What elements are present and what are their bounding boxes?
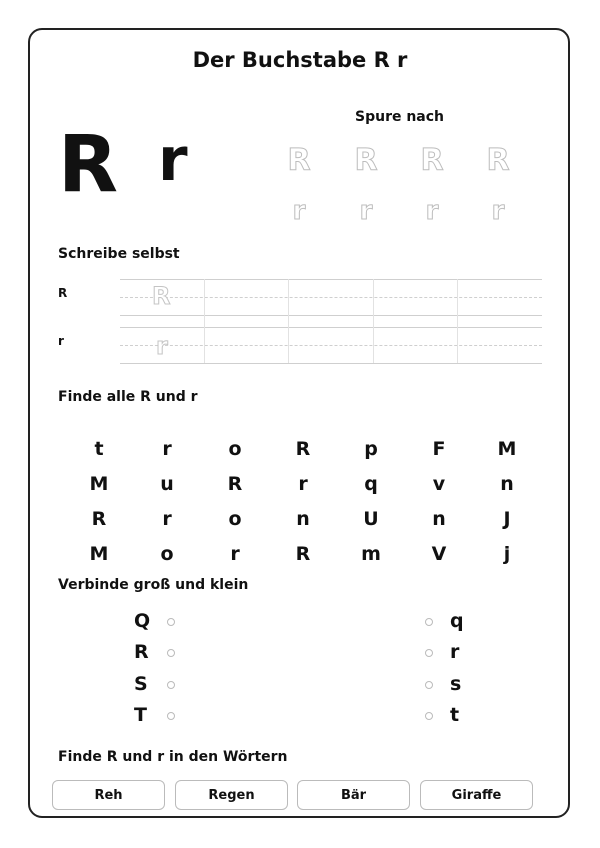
match-dot-left[interactable] bbox=[167, 618, 175, 626]
write-cell-divider bbox=[373, 279, 374, 363]
grid-letter[interactable]: u bbox=[160, 473, 174, 495]
hero-letter-upper: R bbox=[58, 120, 119, 210]
grid-letter[interactable]: v bbox=[432, 473, 446, 495]
trace-letter-upper: R bbox=[420, 143, 444, 178]
trace-letter-upper: R bbox=[354, 143, 378, 178]
match-upper-letter: T bbox=[134, 704, 147, 726]
match-lower-letter: r bbox=[450, 641, 460, 663]
trace-letter-lower: r bbox=[425, 196, 439, 226]
grid-letter[interactable]: R bbox=[295, 543, 311, 565]
match-lower-letter: t bbox=[450, 704, 460, 726]
hero-letter-lower: r bbox=[158, 125, 188, 195]
trace-section-label: Spure nach bbox=[355, 109, 445, 125]
write-midline bbox=[120, 345, 542, 346]
write-ghost-letter: R bbox=[152, 282, 171, 310]
write-cell-divider bbox=[204, 279, 205, 363]
word-button-reh[interactable]: Reh bbox=[52, 780, 165, 810]
grid-letter[interactable]: n bbox=[500, 473, 514, 495]
grid-letter[interactable]: t bbox=[94, 438, 104, 460]
grid-letter[interactable]: r bbox=[162, 438, 172, 460]
page-title: Der Buchstabe R r bbox=[192, 48, 408, 72]
grid-letter[interactable]: R bbox=[227, 473, 243, 495]
grid-letter[interactable]: m bbox=[361, 543, 381, 565]
trace-letter-lower: r bbox=[292, 196, 306, 226]
grid-letter[interactable]: n bbox=[432, 508, 446, 530]
match-dot-left[interactable] bbox=[167, 649, 175, 657]
word-button-baer[interactable]: Bär bbox=[297, 780, 410, 810]
grid-letter[interactable]: o bbox=[228, 438, 242, 460]
match-lower-letter: s bbox=[450, 673, 462, 695]
grid-letter[interactable]: q bbox=[364, 473, 378, 495]
match-upper-letter: Q bbox=[134, 610, 151, 632]
write-section-label: Schreibe selbst bbox=[58, 246, 180, 262]
match-dot-left[interactable] bbox=[167, 681, 175, 689]
match-dot-left[interactable] bbox=[167, 712, 175, 720]
write-line bbox=[120, 327, 542, 328]
match-dot-right[interactable] bbox=[425, 649, 433, 657]
write-line bbox=[120, 363, 542, 364]
letter-grid bbox=[65, 432, 541, 572]
grid-letter[interactable]: o bbox=[160, 543, 174, 565]
trace-letter-lower: r bbox=[491, 196, 505, 226]
word-button-regen[interactable]: Regen bbox=[175, 780, 288, 810]
match-section-label: Verbinde groß und klein bbox=[58, 577, 249, 593]
match-dot-right[interactable] bbox=[425, 681, 433, 689]
match-dot-right[interactable] bbox=[425, 618, 433, 626]
grid-letter[interactable]: M bbox=[89, 543, 109, 565]
grid-letter[interactable]: R bbox=[295, 438, 311, 460]
write-line bbox=[120, 315, 542, 316]
trace-letter-lower: r bbox=[359, 196, 373, 226]
match-upper-letter: S bbox=[134, 673, 148, 695]
match-dot-right[interactable] bbox=[425, 712, 433, 720]
grid-letter[interactable]: r bbox=[230, 543, 240, 565]
write-midline bbox=[120, 297, 542, 298]
grid-letter[interactable]: R bbox=[91, 508, 107, 530]
word-button-giraffe[interactable]: Giraffe bbox=[420, 780, 533, 810]
grid-letter[interactable]: n bbox=[296, 508, 310, 530]
grid-letter[interactable]: M bbox=[497, 438, 517, 460]
grid-letter[interactable]: o bbox=[228, 508, 242, 530]
grid-letter[interactable]: V bbox=[431, 543, 447, 565]
find-section-label: Finde alle R und r bbox=[58, 389, 198, 405]
match-upper-letter: R bbox=[134, 641, 149, 663]
grid-letter[interactable]: p bbox=[364, 438, 378, 460]
write-cell-divider bbox=[457, 279, 458, 363]
grid-letter[interactable]: J bbox=[503, 508, 511, 530]
grid-letter[interactable]: U bbox=[363, 508, 379, 530]
grid-letter[interactable]: j bbox=[503, 543, 511, 565]
write-row-label: R bbox=[58, 286, 68, 300]
grid-letter[interactable]: r bbox=[298, 473, 308, 495]
write-ghost-letter: r bbox=[156, 332, 168, 360]
write-cell-divider bbox=[288, 279, 289, 363]
grid-letter[interactable]: M bbox=[89, 473, 109, 495]
write-row-label: r bbox=[58, 334, 64, 348]
trace-letter-upper: R bbox=[486, 143, 510, 178]
grid-letter[interactable]: F bbox=[432, 438, 446, 460]
words-section-label: Finde R und r in den Wörtern bbox=[58, 749, 288, 765]
match-lower-letter: q bbox=[450, 610, 464, 632]
grid-letter[interactable]: r bbox=[162, 508, 172, 530]
trace-letter-upper: R bbox=[287, 143, 311, 178]
write-line bbox=[120, 279, 542, 280]
